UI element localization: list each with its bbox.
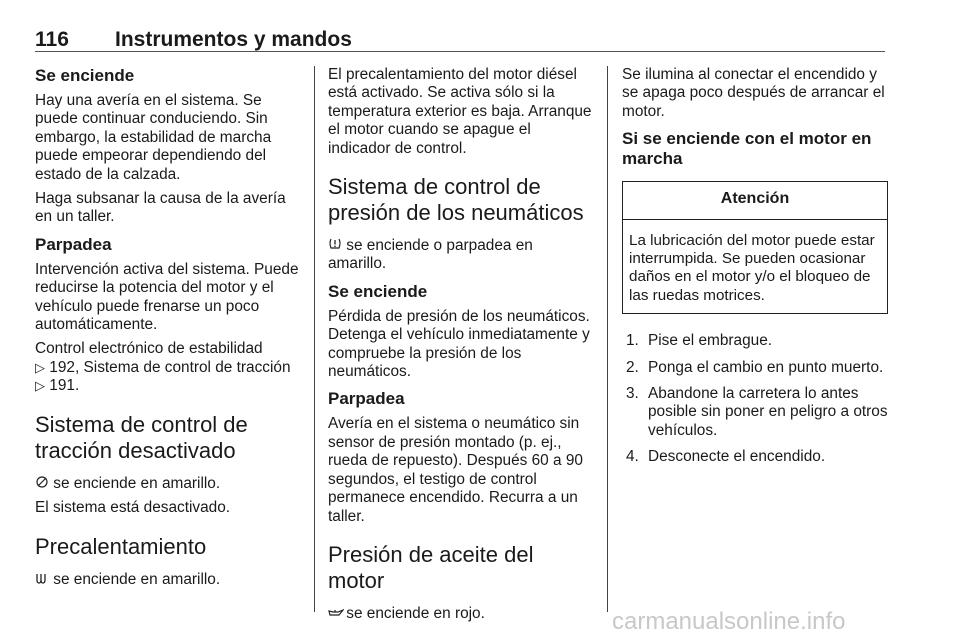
- watermark: carmanualsonline.info: [612, 608, 846, 635]
- paragraph-cross-reference: [35, 340, 300, 395]
- paragraph: se enciende en amarillo.: [35, 474, 300, 493]
- heading-precalentamiento: Precalentamiento: [35, 533, 207, 559]
- paragraph: se enciende en rojo.: [328, 604, 593, 623]
- list-item: 4. Desconecte el encendido.: [626, 448, 826, 466]
- oil-can-icon: [328, 604, 342, 622]
- heading-se-enciende: Se enciende: [328, 281, 428, 301]
- paragraph: Haga subsanar la causa de la avería en un taller.: [35, 190, 286, 226]
- arrow-reference-icon: ▷: [35, 359, 45, 375]
- paragraph: Pérdida de presión de los neumáticos. Detenga el vehículo inmediatamente y compruebe la presión de los neumáticos.: [328, 307, 590, 381]
- column-divider-2: [607, 66, 608, 612]
- paragraph: se enciende en amarillo.: [35, 570, 300, 589]
- page-number: 116: [35, 28, 69, 51]
- paragraph: Avería en el sistema o neumático sin sensor de presión montado (p. ej., rueda de repuesto). Después 60 a 90 segundos, el testigo de control permanece encendido. Recurra a un taller.: [328, 415, 583, 525]
- warning-box-title: Atención: [623, 182, 887, 219]
- paragraph: Intervención activa del sistema. Puede reducirse la potencia del motor y el vehículo puede frenarse un poco automáticamente.: [35, 260, 299, 334]
- heading-se-enciende: Se enciende: [35, 66, 135, 85]
- heading-parpadea: Parpadea: [328, 389, 405, 409]
- column-divider-1: [314, 66, 315, 612]
- paragraph: El sistema está desactivado.: [35, 499, 231, 517]
- arrow-reference-icon: ▷: [35, 378, 45, 394]
- traction-control-off-icon: [35, 474, 49, 492]
- column-3: [622, 66, 888, 475]
- steps-list: [622, 332, 888, 466]
- reference-link[interactable]: 192, Sistema de control de tracción: [49, 358, 291, 376]
- paragraph: se enciende o parpadea en amarillo.: [328, 237, 533, 273]
- reference-link[interactable]: 191.: [49, 377, 80, 395]
- heading-traction-control-off: Sistema de control de tracción desactivado: [35, 411, 248, 463]
- column-1: [35, 66, 300, 595]
- heading-parpadea: Parpadea: [35, 234, 112, 254]
- heading-tire-pressure-system: Sistema de control de presión de los neumáticos: [328, 174, 584, 226]
- warning-box-text: La lubricación del motor puede estar interrumpida. Se pueden ocasionar daños en el motor y/o el bloqueo de las ruedas motrices.: [629, 231, 875, 304]
- column-2: [328, 66, 593, 629]
- tire-pressure-warning-icon: [328, 236, 342, 254]
- list-item: 3. Abandone la carretera lo antes posible sin poner en peligro a otros vehículos.: [626, 385, 888, 439]
- paragraph: Se ilumina al conectar el encendido y se apaga poco después de arrancar el motor.: [622, 66, 885, 120]
- list-item: 1. Pise el embrague.: [626, 332, 773, 350]
- reference-text: Control electrónico de estabilidad: [35, 340, 263, 358]
- list-item: 2. Ponga el cambio en punto muerto.: [626, 358, 884, 376]
- glow-plug-icon: [35, 570, 49, 588]
- heading-engine-running: Si se enciende con el motor en marcha: [622, 129, 872, 169]
- chapter-title: Instrumentos y mandos: [115, 28, 352, 51]
- page-header: [35, 28, 885, 52]
- heading-oil-pressure: Presión de aceite del motor: [328, 541, 534, 593]
- paragraph: El precalentamiento del motor diésel está activado. Se activa sólo si la temperatura exterior es baja. Arranque el motor cuando se apague el indicador de control.: [328, 66, 592, 157]
- header-divider: [35, 51, 885, 52]
- warning-box: [622, 181, 888, 314]
- paragraph: Hay una avería en el sistema. Se puede continuar conduciendo. Sin embargo, la estabilidad de marcha puede empeorar dependiendo del estado de la calzada.: [35, 92, 272, 183]
